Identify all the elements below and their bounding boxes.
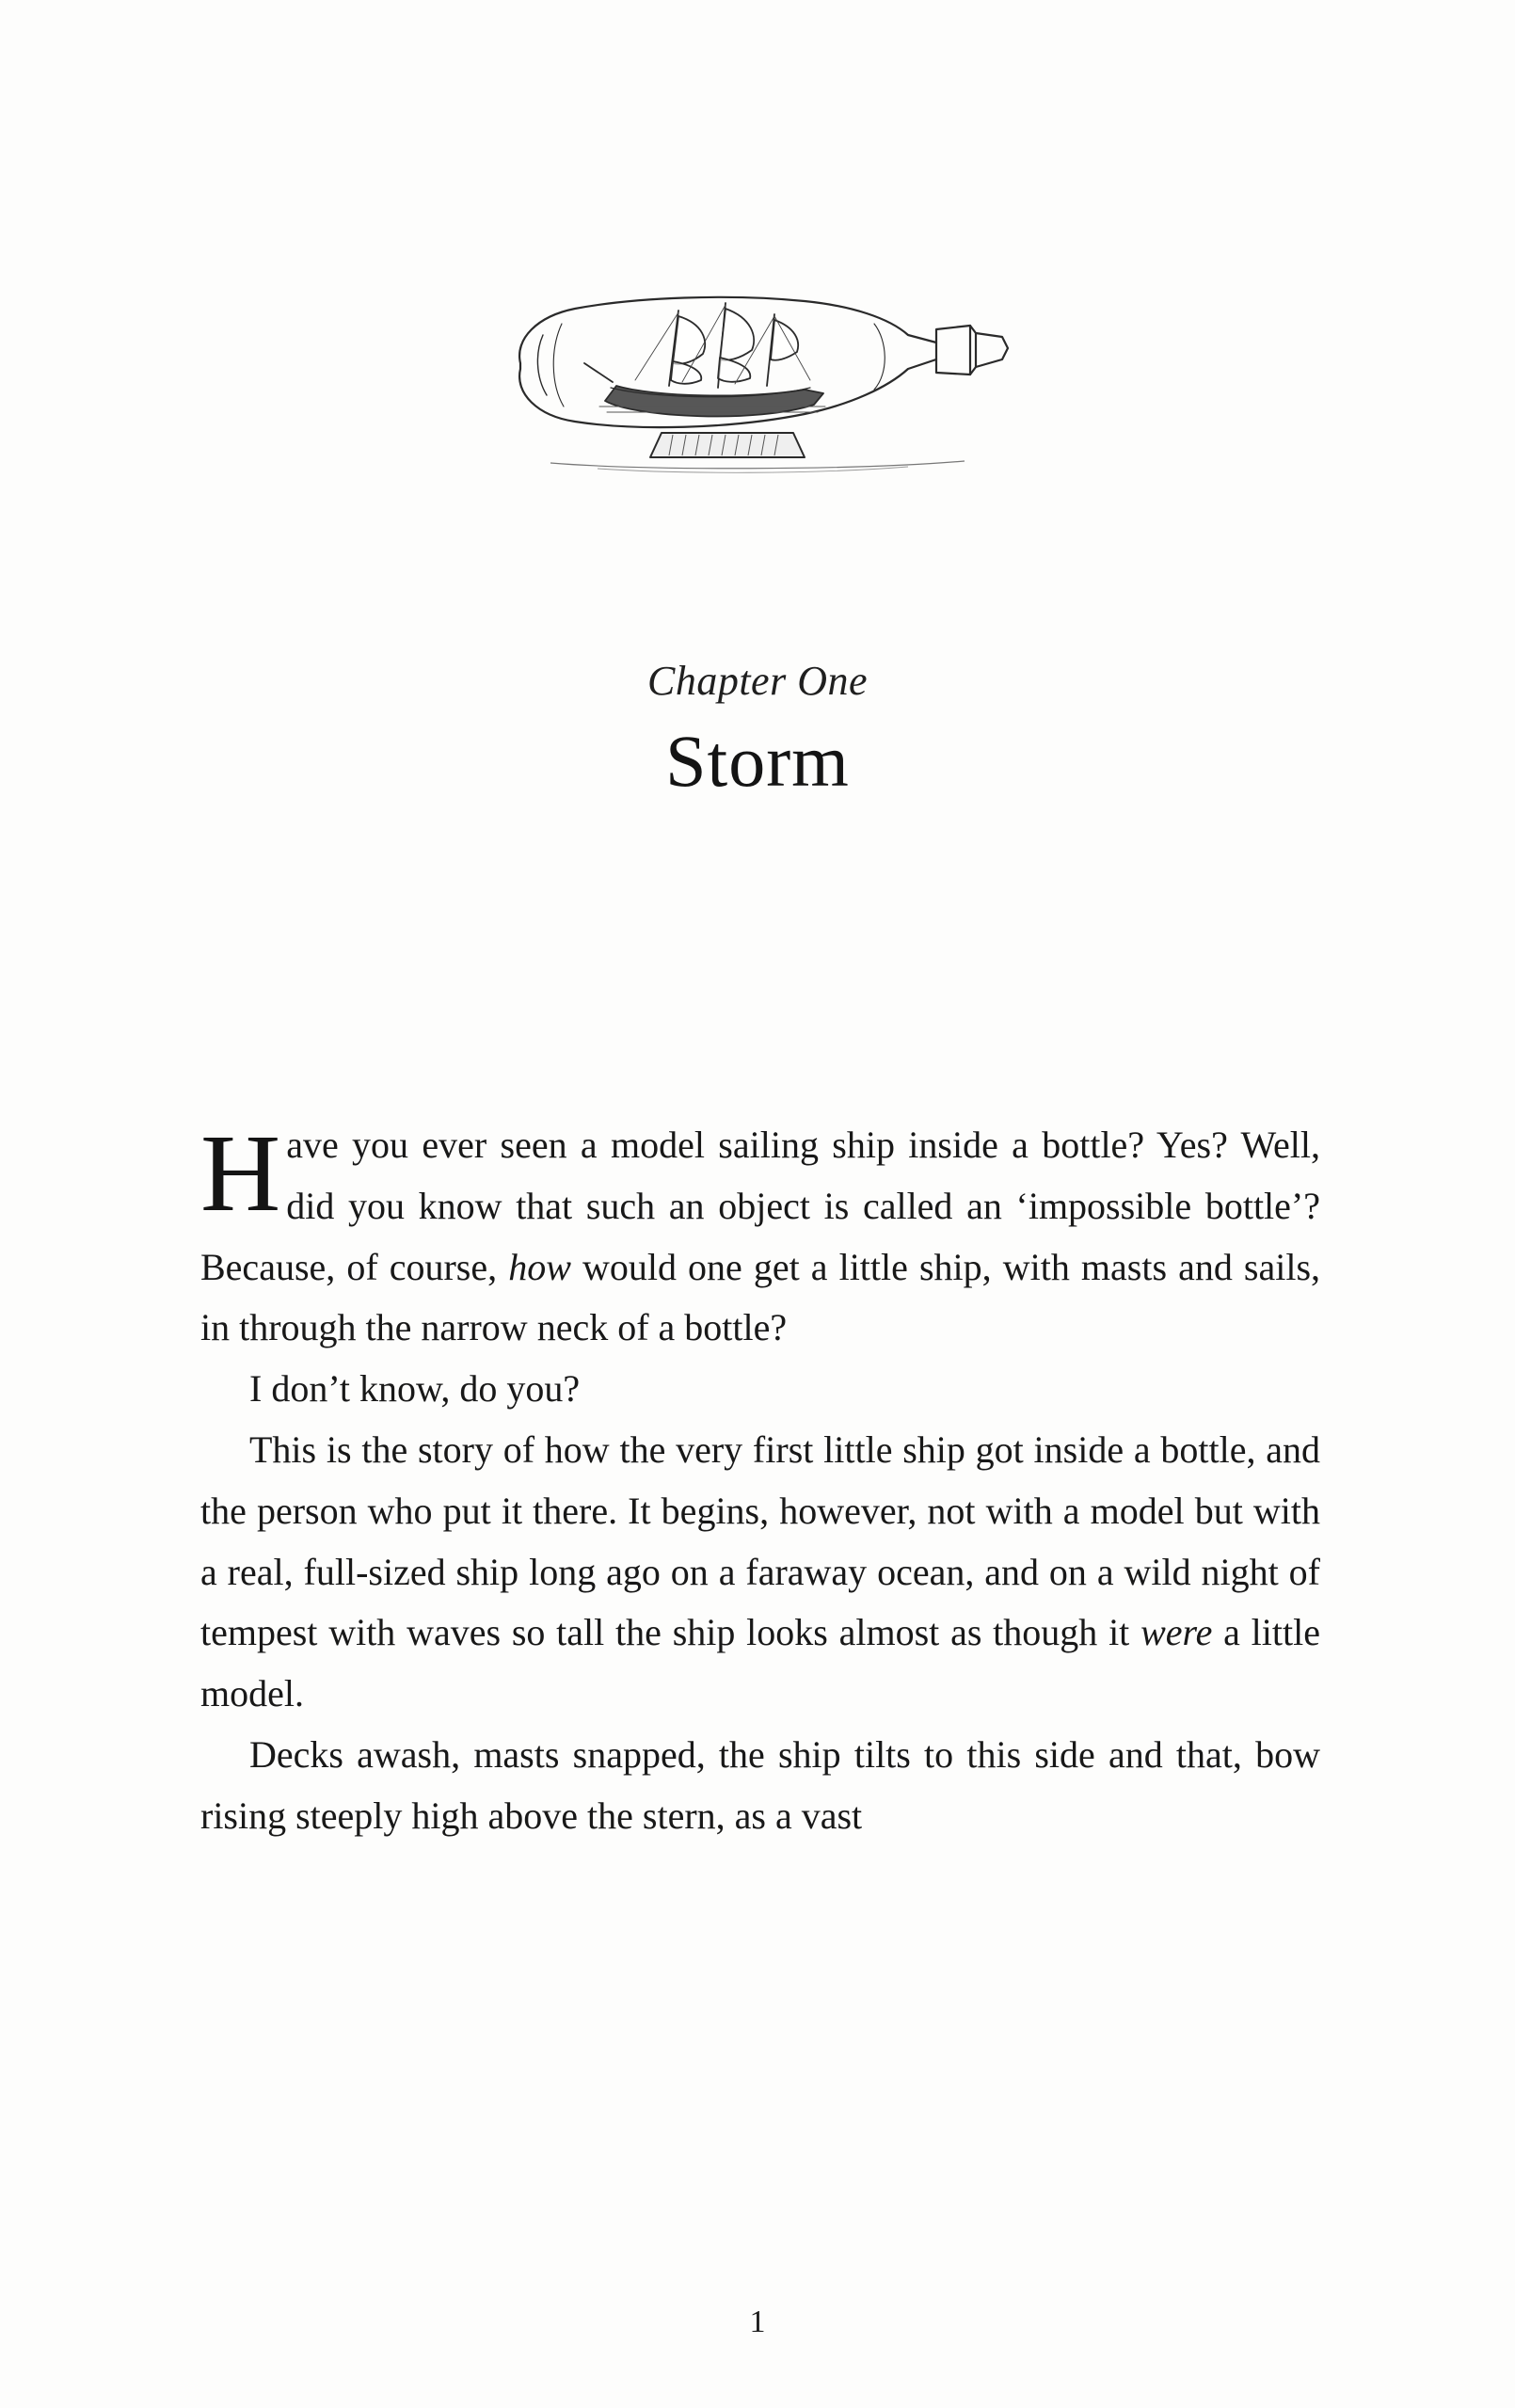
- page-number: 1: [749, 2304, 766, 2339]
- paragraph-3-text-after: a little model.: [200, 1611, 1320, 1715]
- paragraph-1-text: ave you ever seen a model sailing ship inside a bottle? Yes? Well, did you know that such an object is called an ‘impossible bottle’? Because, of course,: [200, 1124, 1320, 1288]
- paragraph-1-emphasis: how: [508, 1245, 571, 1288]
- ship-in-a-bottle-illustration: [0, 282, 1515, 565]
- paragraph-2-text: I don’t know, do you?: [249, 1367, 581, 1411]
- paragraph-3: [200, 1420, 1320, 1725]
- chapter-label: Chapter One: [646, 658, 869, 704]
- drop-cap: H: [200, 1111, 281, 1235]
- chapter-heading: [0, 658, 1515, 803]
- body-text: [200, 1111, 1321, 1847]
- paragraph-4: [200, 1725, 1320, 1847]
- paragraph-3-emphasis: were: [1140, 1611, 1213, 1654]
- chapter-title: Storm: [665, 720, 850, 803]
- paragraph-2: [200, 1359, 1320, 1420]
- paragraph-4-text: Decks awash, masts snapped, the ship tilts to this side and that, bow rising steeply high above the stern, as a vast: [200, 1732, 1320, 1837]
- paragraph-1-text-after: would one get a little ship, with masts and sails, in through the narrow neck of a bottle?: [200, 1245, 1321, 1349]
- paragraph-1: [200, 1111, 1321, 1359]
- paragraph-3-text: This is the story of how the very first little ship got inside a bottle, and the person who put it there. It begins, however, not with a model but with a real, full-sized ship long ago on a faraway ocean, and on a wild night of tempest with waves so tall the ship looks almost as though it: [200, 1427, 1320, 1654]
